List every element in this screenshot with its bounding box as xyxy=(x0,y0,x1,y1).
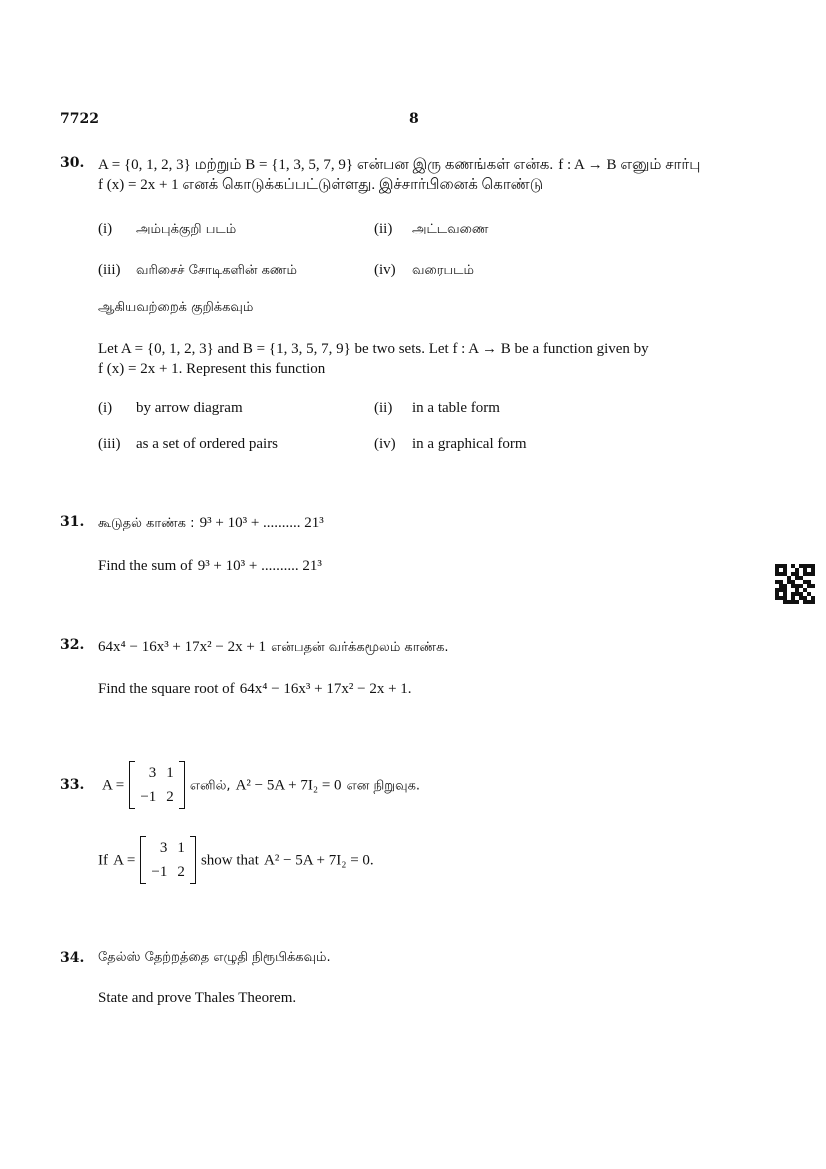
question-number-34: 34. xyxy=(60,950,85,966)
matrix-cell: 3 xyxy=(159,840,168,856)
q31-expression: 9³ + 10³ + .......... 21³ xyxy=(199,515,324,531)
q30-ta-option-3: (iii) வரிசைச் சோடிகளின் கணம் xyxy=(98,262,297,278)
matrix-cell: 1 xyxy=(166,765,174,781)
page-number: 8 xyxy=(409,111,419,127)
q34-english: State and prove Thales Theorem. xyxy=(98,990,297,1006)
q30-ta-option-4: (iv) வரைபடம் xyxy=(374,262,474,278)
qr-code xyxy=(775,564,815,604)
matrix-cell: 2 xyxy=(177,864,185,880)
q33-english: If A = 3 1 −1 2 show that A² − 5A + 7I₂ = 0. xyxy=(98,836,374,884)
q30-english-line-2: f (x) = 2x + 1. Represent this function xyxy=(98,361,326,377)
q32-expression-en: 64x⁴ − 16x³ + 17x² − 2x + 1 xyxy=(239,681,408,697)
q30-en-option-2: (ii) in a table form xyxy=(374,400,500,416)
matrix-cell: −1 xyxy=(140,789,157,805)
question-number-32: 32. xyxy=(60,637,85,653)
q30-ta-option-1: (i) அம்புக்குறி படம் xyxy=(98,221,237,237)
q32-tamil: 64x⁴ − 16x³ + 17x² − 2x + 1 என்பதன் வர்க்கமூலம் காண்க. xyxy=(98,639,449,655)
question-number-33: 33. xyxy=(60,777,85,793)
matrix-cell: 3 xyxy=(148,765,157,781)
question-number-30: 30. xyxy=(60,155,85,171)
q31-tamil: கூடுதல் காண்க : 9³ + 10³ + .......... 21³ xyxy=(98,515,324,531)
q30-function-tamil: f : A → B எனும் சார்பு xyxy=(558,157,701,173)
q30-sets-tamil: A = {0, 1, 2, 3} மற்றும் B = {1, 3, 5, 7, 9} என்பன இரு கணங்கள் என்க. xyxy=(98,157,554,173)
matrix-a xyxy=(129,761,184,809)
q30-en-option-3: (iii) as a set of ordered pairs xyxy=(98,436,279,452)
q30-ta-option-2: (ii) அட்டவணை xyxy=(374,221,489,237)
q33-tamil: A = 3 1 −1 2 எனில், A² − 5A + 7I₂ = 0 என நிறுவுக. xyxy=(102,761,420,809)
matrix-a-en xyxy=(140,836,195,884)
matrix-cell: 1 xyxy=(177,840,185,856)
q31-expression-en: 9³ + 10³ + .......... 21³ xyxy=(197,558,322,574)
q30-english-line-1: Let A = {0, 1, 2, 3} and B = {1, 3, 5, 7, 9} be two sets. Let f : A → B be a function given by xyxy=(98,341,649,357)
q33-equation-en: A² − 5A + 7I₂ = 0 xyxy=(263,852,370,869)
q30-en-option-4: (iv) in a graphical form xyxy=(374,436,527,452)
q32-english: Find the square root of 64x⁴ − 16x³ + 17x² − 2x + 1. xyxy=(98,681,412,697)
q33-equation: A² − 5A + 7I₂ = 0 xyxy=(235,777,342,794)
q30-tamil-closing: ஆகியவற்றைக் குறிக்கவும் xyxy=(98,300,254,315)
paper-code: 7722 xyxy=(60,111,99,127)
q30-en-option-1: (i) by arrow diagram xyxy=(98,400,243,416)
question-number-31: 31. xyxy=(60,514,85,530)
q31-english: Find the sum of 9³ + 10³ + .......... 21³ xyxy=(98,558,322,574)
q32-expression: 64x⁴ − 16x³ + 17x² − 2x + 1 xyxy=(98,639,267,655)
q34-tamil: தேல்ஸ் தேற்றத்தை எழுதி நிரூபிக்கவும். xyxy=(98,950,331,965)
matrix-cell: 2 xyxy=(166,789,174,805)
matrix-cell: −1 xyxy=(151,864,168,880)
q30-tamil-line-2: f (x) = 2x + 1 எனக் கொடுக்கப்பட்டுள்ளது. இச்சார்பினைக் கொண்டு xyxy=(98,177,544,193)
q30-tamil-line-1 xyxy=(98,154,700,175)
